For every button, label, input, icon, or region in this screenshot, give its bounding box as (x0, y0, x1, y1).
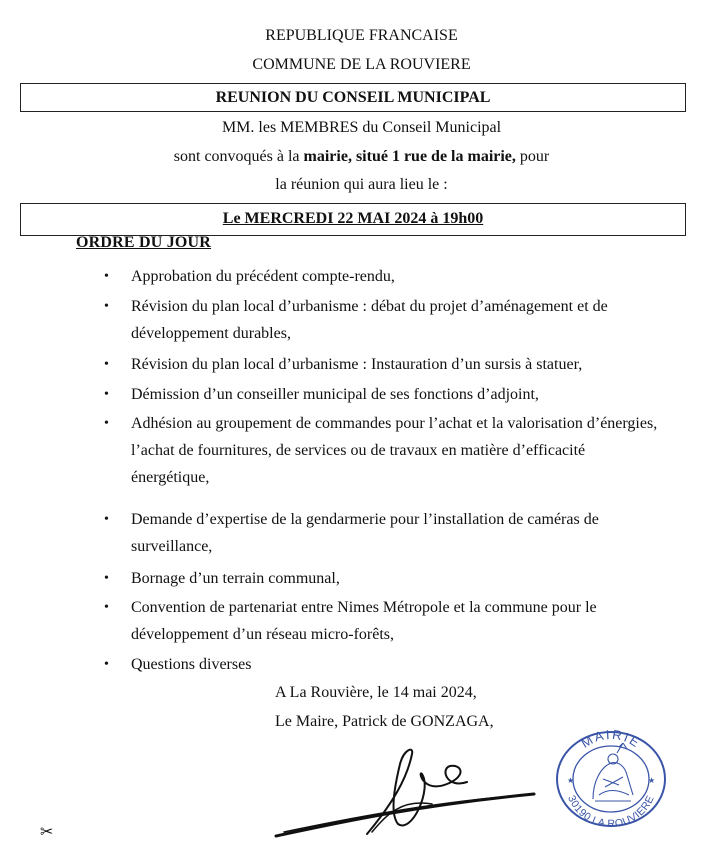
agenda-item-line: Révision du plan local d’urbanisme : Instauration d’un sursis à statuer, (131, 356, 583, 373)
agenda-item-text (131, 351, 691, 378)
bullet-icon: • (104, 269, 109, 284)
svg-text:30190 LA ROUVIERE (565, 794, 657, 829)
convocation-line-2-post: pour (515, 148, 550, 165)
mayor-signature-icon (272, 744, 547, 839)
bullet-icon: • (104, 657, 109, 672)
stamp-bottom-text: 30190 LA ROUVIERE (565, 793, 657, 829)
agenda-item-text (131, 263, 691, 290)
agenda-item-text (131, 293, 691, 347)
place-date: A La Rouvière, le 14 mai 2024, (275, 684, 477, 701)
agenda-item-line: Révision du plan local d’urbanisme : débat du projet d’aménagement et de (131, 298, 608, 315)
town-hall-stamp-icon (553, 729, 669, 829)
convocation-line-1: MM. les MEMBRES du Conseil Municipal (221, 119, 502, 136)
agenda-item-text (131, 506, 691, 560)
meeting-location: mairie, situé 1 rue de la mairie, (303, 148, 516, 165)
convocation-line-2-pre: sont convoqués à la (173, 148, 304, 165)
agenda-item-line: Adhésion au groupement de commandes pour l’achat et la valorisation d’énergies, (131, 415, 658, 432)
agenda-item-line: Demande d’expertise de la gendarmerie pour l’installation de caméras de (131, 511, 599, 528)
agenda-item-text (131, 651, 691, 678)
convocation-line-2 (0, 147, 723, 167)
bullet-icon: • (104, 571, 109, 586)
bullet-icon: • (104, 512, 109, 527)
bullet-icon: • (104, 299, 109, 314)
meeting-title-box (20, 83, 686, 112)
agenda-item-line: Bornage d’un terrain communal, (131, 570, 340, 587)
convocation-line-3: la réunion qui aura lieu le : (275, 176, 448, 193)
agenda-item-line: l’achat de fournitures, de services ou de travaux en matière d’efficacité (131, 442, 586, 459)
stamp-top-text: MAIRIE (578, 729, 644, 751)
scissors-icon: ✂ (40, 822, 54, 841)
meeting-title: REUNION DU CONSEIL MUNICIPAL (215, 89, 491, 106)
agenda-item-text (131, 410, 691, 491)
agenda-item-line: Démission d’un conseiller municipal de ses fonctions d’adjoint, (131, 386, 539, 403)
agenda-item-line: énergétique, (131, 469, 210, 486)
header-country: REPUBLIQUE FRANCAISE (265, 27, 458, 44)
svg-text:★: ★ (567, 776, 575, 785)
agenda-item-text (131, 594, 691, 648)
bullet-icon: • (104, 387, 109, 402)
meeting-date: Le MERCREDI 22 MAI 2024 à 19h00 (222, 210, 484, 227)
agenda-item-line: développement d’un réseau micro-forêts, (131, 626, 395, 643)
agenda-heading: ORDRE DU JOUR (76, 234, 212, 251)
bullet-icon: • (104, 600, 109, 615)
mayor-name: Le Maire, Patrick de GONZAGA, (275, 713, 494, 730)
agenda-item-text (131, 381, 691, 408)
header-commune: COMMUNE DE LA ROUVIERE (252, 56, 471, 73)
agenda-item-line: Approbation du précédent compte-rendu, (131, 268, 395, 285)
meeting-date-box (20, 203, 686, 236)
agenda-item-line: développement durables, (131, 325, 291, 342)
agenda-item-line: Convention de partenariat entre Nimes Métropole et la commune pour le (131, 599, 597, 616)
agenda-item-text (131, 565, 691, 592)
svg-text:MAIRIE (578, 729, 644, 751)
svg-text:★: ★ (648, 776, 656, 785)
agenda-item-line: Questions diverses (131, 656, 252, 673)
bullet-icon: • (104, 357, 109, 372)
agenda-item-line: surveillance, (131, 538, 213, 555)
bullet-icon: • (104, 416, 109, 431)
